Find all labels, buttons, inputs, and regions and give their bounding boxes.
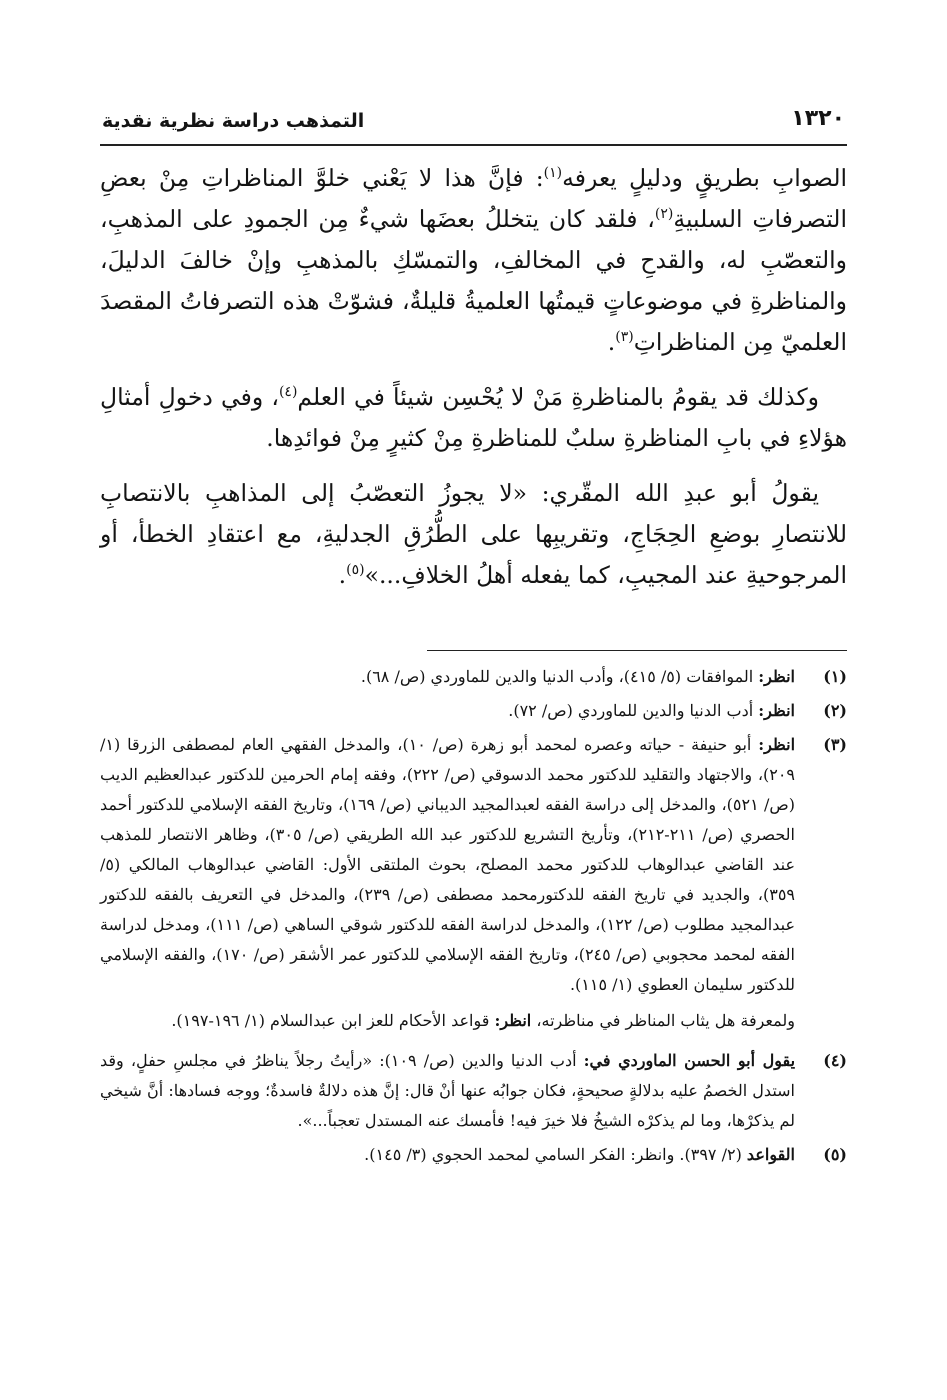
footnote-number: (٣) [823, 735, 847, 754]
footnote-number: (١) [823, 667, 847, 686]
footnote-content: أدب الدنيا والدين (ص/ ١٠٩): «رأيتُ رجلاً يناظرُ في مجلسِ حفلٍ، وقد استدل الخصمُ عليه بدلالةٍ صحيحةٍ، فكان جوابُه عنها أنْ قال: إنَّ هذه دلالةٌ فاسدةٌ؛ ووجه فسادها: أنَّ شيخي لم يذكرْها، وما لم يذكرْه الشيخُ فلا خيرَ فيه! فأمسك عنه المستدل تعجباً...». [100, 1051, 796, 1130]
footnote-text [100, 1140, 795, 1170]
footnote-number: (٢) [823, 701, 847, 720]
footnote-ref-5: (٥) [346, 562, 365, 579]
footnote-1 [100, 662, 847, 692]
footnote-number: (٥) [823, 1145, 847, 1164]
page-number: ١٣٢٠ [791, 106, 845, 131]
running-title: التمذهب دراسة نظرية نقدية [102, 110, 365, 132]
footnote-lead: انظر: [758, 667, 795, 686]
footnote-lead: انظر: [758, 701, 795, 720]
footnote-lead: يقول أبو الحسن الماوردي في: [583, 1051, 796, 1070]
footnote-3-continuation [100, 1006, 795, 1036]
paragraph-1-text-d: . [607, 328, 616, 356]
paragraph-1-text-b: : فإنَّ هذا لا يَعْني خلوَّ المناظراتِ مِنْ بعضِ التصرفاتِ السلبيةِ [100, 164, 847, 233]
footnote-ref-4: (٤) [278, 384, 298, 401]
paragraph-1 [100, 158, 847, 363]
footnote-continuation-text-b: قواعد الأحكام للعز ابن عبدالسلام (١/ ١٩٦-١٩٧). [171, 1011, 495, 1030]
footnote-text [100, 730, 795, 1000]
footnote-number: (٤) [823, 1051, 847, 1070]
paragraph-2-text-b: ، وفي دخولِ أمثالِ هؤلاءِ في بابِ المناظرةِ سلبٌ للمناظرةِ مِنْ كثيرٍ مِنْ فوائدِها. [100, 383, 847, 452]
footnote-continuation-text-a: ولمعرفة هل يثاب المناظر في مناظرته، [531, 1011, 795, 1030]
paragraph-2-text-a: وكذلك قد يقومُ بالمناظرةِ مَنْ لا يُحْسِن شيئاً في العلم [297, 383, 819, 411]
paragraph-3-text-b: . [338, 561, 347, 589]
paragraph-3 [100, 473, 847, 596]
footnote-ref-1: (١) [543, 165, 563, 182]
paragraph-1-text-c: ، فلقد كان يتخللُ بعضَها شيءٌ مِن الجمودِ على المذهبِ، والتعصّبِ له، والقدحِ في المخالفِ، والتمسّكِ بالمذهبِ وإنْ خالفَ الدليلَ، والمناظرةِ في موضوعاتٍ قيمتُها العلميةُ قليلةٌ، فشوّتْ هذه التصرفاتُ المقصدَ العلميّ مِن المناظراتِ [100, 205, 847, 356]
footnote-content: الموافقات (٥/ ٤١٥)، وأدب الدنيا والدين للماوردي (ص/ ٦٨). [360, 667, 759, 686]
footnotes [100, 662, 847, 1174]
footnote-text [100, 662, 795, 692]
paragraph-1-text-a: الصوابِ بطريقٍ ودليلٍ يعرفه [562, 164, 848, 192]
footnote-ref-3: (٣) [615, 329, 634, 346]
footnote-continuation-lead: انظر: [494, 1011, 532, 1030]
footnote-text [100, 1046, 795, 1136]
footnote-lead: انظر: [758, 735, 796, 754]
footnote-lead: القواعد [746, 1145, 795, 1164]
page-header [100, 104, 847, 146]
footnote-4 [100, 1046, 847, 1136]
footnote-5 [100, 1140, 847, 1170]
main-text [100, 158, 847, 610]
footnote-3 [100, 730, 847, 1000]
footnote-content: أدب الدنيا والدين للماوردي (ص/ ٧٢). [508, 701, 759, 720]
footnote-content: (٢/ ٣٩٧). وانظر: الفكر السامي لمحمد الحجوي (٣/ ١٤٥). [364, 1145, 747, 1164]
paragraph-3-text-a: يقولُ أبو عبدِ الله المقّري: «لا يجوزُ التعصّبُ إلى المذاهبِ بالانتصابِ للانتصارِ بوضعِ الحِجَاجِ، وتقريبِها على الطُّرُقِ الجدليةِ، مع اعتقادِ الخطأ، أو المرجوحيةِ عند المجيبِ، كما يفعله أهلُ الخلافِ...» [100, 479, 847, 589]
footnote-content: أبو حنيفة - حياته وعصره لمحمد أبو زهرة (ص/ ١٠)، والمدخل الفقهي العام لمصطفى الزرقا (١/ ٢٠٩)، والاجتهاد والتقليد للدكتور محمد الدسوقي (ص/ ٢٢٢)، وفقه إمام الحرمين للدكتور عبدالعظيم الديب (ص/ ٥٢١)، والمدخل إلى دراسة الفقه لعبدالمجيد الديباني (ص/ ١٦٩)، وتاريخ الفقه الإسلامي للدكتور أحمد الحصري (ص/ ٢١١-٢١٢)، وتأريخ التشريع للدكتور عبد الله الطريقي (ص/ ٣٠٥)، وظاهر الانتصار للمذهب عند القاضي عبدالوهاب للدكتور محمد المصلح، بحوث الملتقى الأول: القاضي عبدالوهاب المالكي (٥/ ٣٥٩)، والجديد في تاريخ الفقه للدكتورمحمد مصطفى (ص/ ٢٣٩)، والمدخل في التعريف بالفقه للدكتور عبدالمجيد مطلوب (ص/ ١٢٢)، والمدخل لدراسة الفقه للدكتور شوقي الساهي (ص/ ١١١)، ومدخل لدراسة الفقه لمحمد محجوبي (ص/ ٢٤٥)، وتاريخ الفقه الإسلامي للدكتور عمر الأشقر (ص/ ١٧٠)، والفقه الإسلامي للدكتور سليمان العطوي (١/ ١١٥). [100, 735, 796, 994]
paragraph-2 [100, 377, 847, 459]
footnote-text [100, 696, 795, 726]
footnote-separator [427, 650, 847, 651]
footnote-ref-2: (٢) [654, 206, 674, 223]
footnote-2 [100, 696, 847, 726]
